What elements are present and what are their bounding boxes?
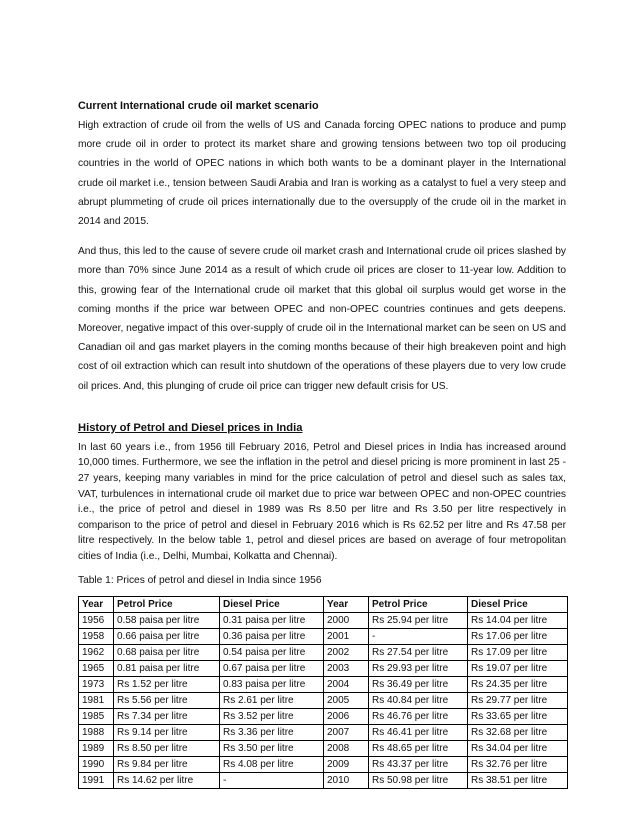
- cell-petrol-price: Rs 25.94 per litre: [369, 612, 468, 628]
- cell-year: 2006: [324, 708, 369, 724]
- header-year: Year: [79, 596, 114, 612]
- cell-diesel-price: 0.31 paisa per litre: [220, 612, 324, 628]
- cell-year: 1958: [79, 628, 114, 644]
- table-row: [79, 708, 568, 724]
- table-body: [79, 612, 568, 788]
- cell-petrol-price: Rs 9.14 per litre: [114, 724, 220, 740]
- table-row: [79, 612, 568, 628]
- cell-petrol-price: Rs 48.65 per litre: [369, 740, 468, 756]
- header-diesel-price: Diesel Price: [468, 596, 568, 612]
- cell-year: 2000: [324, 612, 369, 628]
- table-row: [79, 724, 568, 740]
- cell-year: 1965: [79, 660, 114, 676]
- cell-diesel-price: Rs 33.65 per litre: [468, 708, 568, 724]
- cell-diesel-price: Rs 32.68 per litre: [468, 724, 568, 740]
- cell-year: 2010: [324, 772, 369, 788]
- table-row: [79, 660, 568, 676]
- table-row: [79, 740, 568, 756]
- cell-diesel-price: Rs 3.52 per litre: [220, 708, 324, 724]
- cell-year: 1990: [79, 756, 114, 772]
- table-row: [79, 772, 568, 788]
- document-page: [78, 100, 566, 789]
- cell-diesel-price: Rs 17.06 per litre: [468, 628, 568, 644]
- table-row: [79, 628, 568, 644]
- cell-petrol-price: Rs 9.84 per litre: [114, 756, 220, 772]
- cell-year: 1956: [79, 612, 114, 628]
- cell-petrol-price: Rs 29.93 per litre: [369, 660, 468, 676]
- cell-year: 2002: [324, 644, 369, 660]
- cell-diesel-price: Rs 17.09 per litre: [468, 644, 568, 660]
- cell-diesel-price: -: [220, 772, 324, 788]
- cell-year: 1973: [79, 676, 114, 692]
- cell-petrol-price: 0.81 paisa per litre: [114, 660, 220, 676]
- cell-year: 1991: [79, 772, 114, 788]
- cell-year: 2003: [324, 660, 369, 676]
- cell-diesel-price: 0.83 paisa per litre: [220, 676, 324, 692]
- table-caption: Table 1: Prices of petrol and diesel in India since 1956: [78, 574, 322, 586]
- cell-year: 2008: [324, 740, 369, 756]
- cell-diesel-price: Rs 24.35 per litre: [468, 676, 568, 692]
- table-row: [79, 676, 568, 692]
- paragraph-crude-oil-1: High extraction of crude oil from the wells of US and Canada forcing OPEC nations to produce and pump more crude oil in order to protect its market share and growing tensions between two top oil producing countries in the world of OPEC nations in which both wants to be a dominant player in the International crude oil market i.e., tension between Saudi Arabia and Iran is working as a catalyst to fuel a very steep and abrupt plummeting of crude oil prices internationally due to the oversupply of the crude oil in the market in 2014 and 2015.: [78, 120, 566, 228]
- cell-petrol-price: Rs 50.98 per litre: [369, 772, 468, 788]
- header-petrol-price: Petrol Price: [114, 596, 220, 612]
- cell-diesel-price: Rs 4.08 per litre: [220, 756, 324, 772]
- cell-diesel-price: Rs 2.61 per litre: [220, 692, 324, 708]
- table-header-row: [79, 596, 568, 612]
- cell-year: 1981: [79, 692, 114, 708]
- prices-table: [78, 596, 568, 789]
- cell-year: 2005: [324, 692, 369, 708]
- section-title-crude-oil: Current International crude oil market scenario: [78, 100, 319, 112]
- cell-diesel-price: Rs 38.51 per litre: [468, 772, 568, 788]
- header-petrol-price: Petrol Price: [369, 596, 468, 612]
- cell-year: 2007: [324, 724, 369, 740]
- cell-year: 1989: [79, 740, 114, 756]
- cell-year: 1962: [79, 644, 114, 660]
- cell-petrol-price: Rs 46.41 per litre: [369, 724, 468, 740]
- cell-petrol-price: Rs 40.84 per litre: [369, 692, 468, 708]
- cell-year: 2004: [324, 676, 369, 692]
- cell-year: 1985: [79, 708, 114, 724]
- paragraph-price-history: In last 60 years i.e., from 1956 till February 2016, Petrol and Diesel prices in India has increased around 10,000 times. Furthermore, we see the inflation in the petrol and diesel pricing is more prominent in last 25 - 27 years, keeping many variables in mind for the price calculation of petrol and diesel such as sales tax, VAT, turbulences in international crude oil market due to price war between OPEC and non-OPEC countries i.e., the price of petrol and diesel in 1989 was Rs 8.50 per litre and Rs 3.50 per litre respectively in comparison to the price of petrol and diesel in February 2016 which is Rs 62.52 per litre and Rs 47.58 per litre respectively. In the below table 1, petrol and diesel prices are based on average of four metropolitan cities of India (i.e., Delhi, Mumbai, Kolkatta and Chennai).: [78, 441, 566, 562]
- cell-diesel-price: Rs 32.76 per litre: [468, 756, 568, 772]
- cell-diesel-price: Rs 14.04 per litre: [468, 612, 568, 628]
- cell-petrol-price: Rs 8.50 per litre: [114, 740, 220, 756]
- cell-diesel-price: Rs 3.36 per litre: [220, 724, 324, 740]
- cell-diesel-price: 0.54 paisa per litre: [220, 644, 324, 660]
- cell-petrol-price: 0.66 paisa per litre: [114, 628, 220, 644]
- cell-petrol-price: 0.68 paisa per litre: [114, 644, 220, 660]
- cell-year: 2001: [324, 628, 369, 644]
- cell-petrol-price: Rs 7.34 per litre: [114, 708, 220, 724]
- cell-diesel-price: 0.36 paisa per litre: [220, 628, 324, 644]
- paragraph-crude-oil-2: And thus, this led to the cause of severe crude oil market crash and International crude oil prices slashed by more than 70% since June 2014 as a result of which crude oil prices are closer to 11-year low. Addition to this, growing fear of the International crude oil market that this global oil surplus would get worse in the coming months if the price war between OPEC and non-OPEC countries continues and gets deepens. Moreover, negative impact of this over-supply of crude oil in the International market can be seen on US and Canadian oil and gas market players in the coming months because of their high breakeven point and high cost of oil extraction which can result into shutdown of the operations of these players due to very low crude oil prices. And, this plunging of crude oil price can trigger new default crisis for US.: [78, 246, 566, 392]
- cell-diesel-price: Rs 29.77 per litre: [468, 692, 568, 708]
- cell-year: 1988: [79, 724, 114, 740]
- cell-diesel-price: 0.67 paisa per litre: [220, 660, 324, 676]
- cell-petrol-price: Rs 27.54 per litre: [369, 644, 468, 660]
- cell-diesel-price: Rs 3.50 per litre: [220, 740, 324, 756]
- table-row: [79, 756, 568, 772]
- cell-petrol-price: Rs 14.62 per litre: [114, 772, 220, 788]
- table-row: [79, 644, 568, 660]
- cell-petrol-price: -: [369, 628, 468, 644]
- header-diesel-price: Diesel Price: [220, 596, 324, 612]
- cell-diesel-price: Rs 19.07 per litre: [468, 660, 568, 676]
- section-title-price-history: History of Petrol and Diesel prices in India: [78, 421, 303, 434]
- header-year: Year: [324, 596, 369, 612]
- cell-petrol-price: Rs 43.37 per litre: [369, 756, 468, 772]
- cell-petrol-price: 0.58 paisa per litre: [114, 612, 220, 628]
- table-row: [79, 692, 568, 708]
- cell-diesel-price: Rs 34.04 per litre: [468, 740, 568, 756]
- cell-petrol-price: Rs 36.49 per litre: [369, 676, 468, 692]
- cell-petrol-price: Rs 46.76 per litre: [369, 708, 468, 724]
- cell-petrol-price: Rs 5.56 per litre: [114, 692, 220, 708]
- cell-petrol-price: Rs 1.52 per litre: [114, 676, 220, 692]
- cell-year: 2009: [324, 756, 369, 772]
